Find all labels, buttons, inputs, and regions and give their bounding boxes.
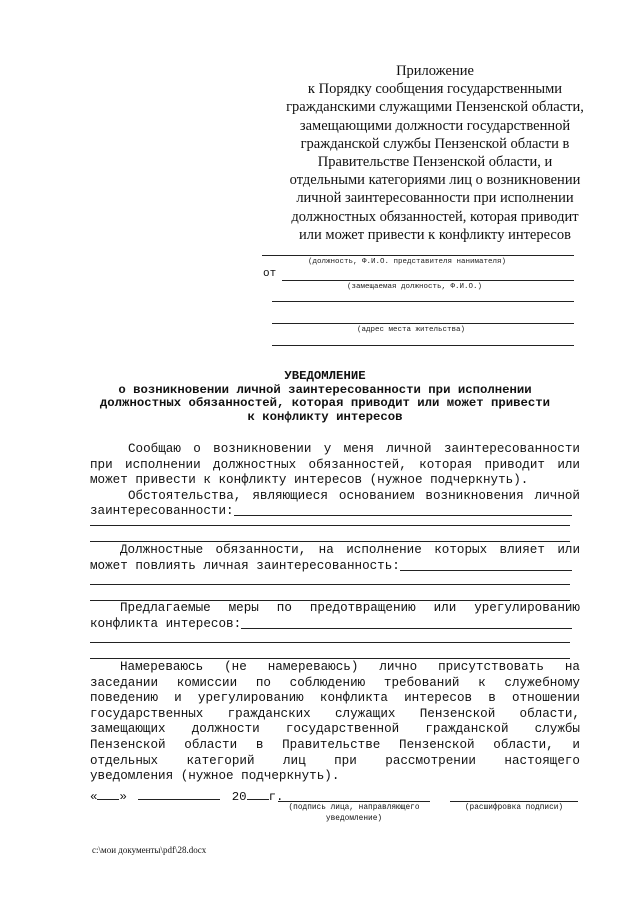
month-blank bbox=[138, 799, 220, 800]
caption-sender bbox=[276, 803, 432, 825]
paragraph-commission bbox=[90, 660, 580, 785]
text-line: отдельных категорий лиц при рассмотрении настоящего bbox=[90, 753, 580, 768]
appendix-line: личной заинтересованности при исполнении bbox=[296, 190, 574, 207]
text-line: Обстоятельства, являющиеся основанием возникновения личной bbox=[128, 488, 580, 503]
appendix-line: гражданской службы Пензенской области в bbox=[300, 135, 570, 152]
caption-sender-line: уведомление) bbox=[325, 815, 383, 823]
text-line: Должностные обязанности, на исполнение которых влияет или bbox=[120, 543, 580, 557]
appendix-line: или может привести к конфликту интересов bbox=[299, 226, 571, 243]
notice-heading bbox=[90, 370, 560, 424]
text-line: уведомления (нужное подчеркнуть). bbox=[90, 769, 340, 784]
text-line: при исполнении должностных обязанностей, которая приводит или bbox=[90, 457, 580, 472]
answer-line bbox=[90, 642, 570, 643]
file-path-footer: c:\мои документы\pdf\28.docx bbox=[92, 845, 207, 855]
text-line: поведению и урегулированию конфликта интересов в отношении bbox=[90, 691, 580, 706]
quote-close: » bbox=[119, 790, 127, 804]
caption-position: (замещаемая должность, Ф.И.О.) bbox=[347, 283, 483, 291]
day-blank bbox=[97, 799, 119, 800]
appendix-line: отдельными категориями лиц о возникновении bbox=[289, 172, 581, 189]
appendix-line: должностных обязанностей, которая приводит bbox=[291, 208, 579, 225]
text-line: Пензенской области в Правительстве Пензенской области, и bbox=[90, 737, 580, 752]
paragraph-measures bbox=[90, 601, 580, 632]
paragraph-statement bbox=[90, 442, 580, 520]
appendix-line: замещающими должности государственной bbox=[299, 117, 571, 134]
notice-subtitle-line: о возникновении личной заинтересованности при исполнении bbox=[118, 382, 532, 397]
date-signature-row bbox=[90, 790, 284, 804]
text-line: заседании комиссии по соблюдению требований к служебному bbox=[90, 675, 580, 690]
decode-line bbox=[450, 801, 578, 802]
text-line: может повлиять личная заинтересованность: bbox=[90, 558, 400, 573]
sender-line-2 bbox=[272, 301, 574, 302]
caption-sender-line: (подпись лица, направляющего bbox=[288, 804, 420, 812]
appendix-line: Приложение bbox=[396, 63, 474, 79]
text-line: государственных гражданских служащих Пензенской области, bbox=[90, 706, 580, 721]
address-line-2 bbox=[272, 345, 574, 346]
text-line: Предлагаемые меры по предотвращению или урегулированию bbox=[120, 601, 580, 615]
answer-line bbox=[90, 584, 570, 585]
caption-address: (адрес места жительства) bbox=[357, 326, 466, 334]
representative-line bbox=[262, 255, 574, 256]
appendix-line: гражданскими служащими Пензенской области, bbox=[286, 99, 584, 116]
answer-line bbox=[90, 525, 570, 526]
fill-line bbox=[400, 559, 572, 571]
signature-line bbox=[278, 801, 430, 802]
caption-representative: (должность, Ф.И.О. представителя нанимателя) bbox=[308, 258, 507, 266]
text-line: Сообщаю о возникновении у меня личной заинтересованности bbox=[128, 442, 580, 456]
fill-line bbox=[241, 617, 572, 629]
answer-line bbox=[90, 541, 570, 542]
text-line: заинтересованности: bbox=[90, 504, 234, 519]
text-line: Намереваюсь (не намереваюсь) лично присутствовать на bbox=[120, 660, 580, 674]
answer-line bbox=[90, 658, 570, 659]
paragraph-duties bbox=[90, 543, 580, 574]
year-suffix: г. bbox=[268, 790, 284, 804]
fill-line bbox=[234, 504, 572, 516]
appendix-block bbox=[270, 62, 600, 244]
address-line bbox=[272, 323, 574, 324]
quote-open: « bbox=[90, 790, 98, 804]
notice-title: УВЕДОМЛЕНИЕ bbox=[284, 369, 366, 383]
notice-subtitle-line: к конфликту интересов bbox=[247, 409, 403, 424]
text-line: замещающих должности государственной гражданской службы bbox=[90, 722, 580, 737]
from-label: от bbox=[263, 268, 277, 280]
year-blank bbox=[247, 799, 269, 800]
sender-line bbox=[282, 280, 574, 281]
text-line: может привести к конфликту интересов (нужное подчеркнуть). bbox=[90, 473, 529, 488]
text-line: конфликта интересов: bbox=[90, 616, 242, 631]
caption-decode: (расшифровка подписи) bbox=[464, 804, 564, 812]
notice-subtitle-line: должностных обязанностей, которая приводит или может привести bbox=[99, 396, 551, 411]
appendix-line: к Порядку сообщения государственными bbox=[307, 81, 563, 98]
year-prefix: 20 bbox=[231, 790, 247, 804]
appendix-line: Правительстве Пензенской области, и bbox=[317, 154, 553, 171]
